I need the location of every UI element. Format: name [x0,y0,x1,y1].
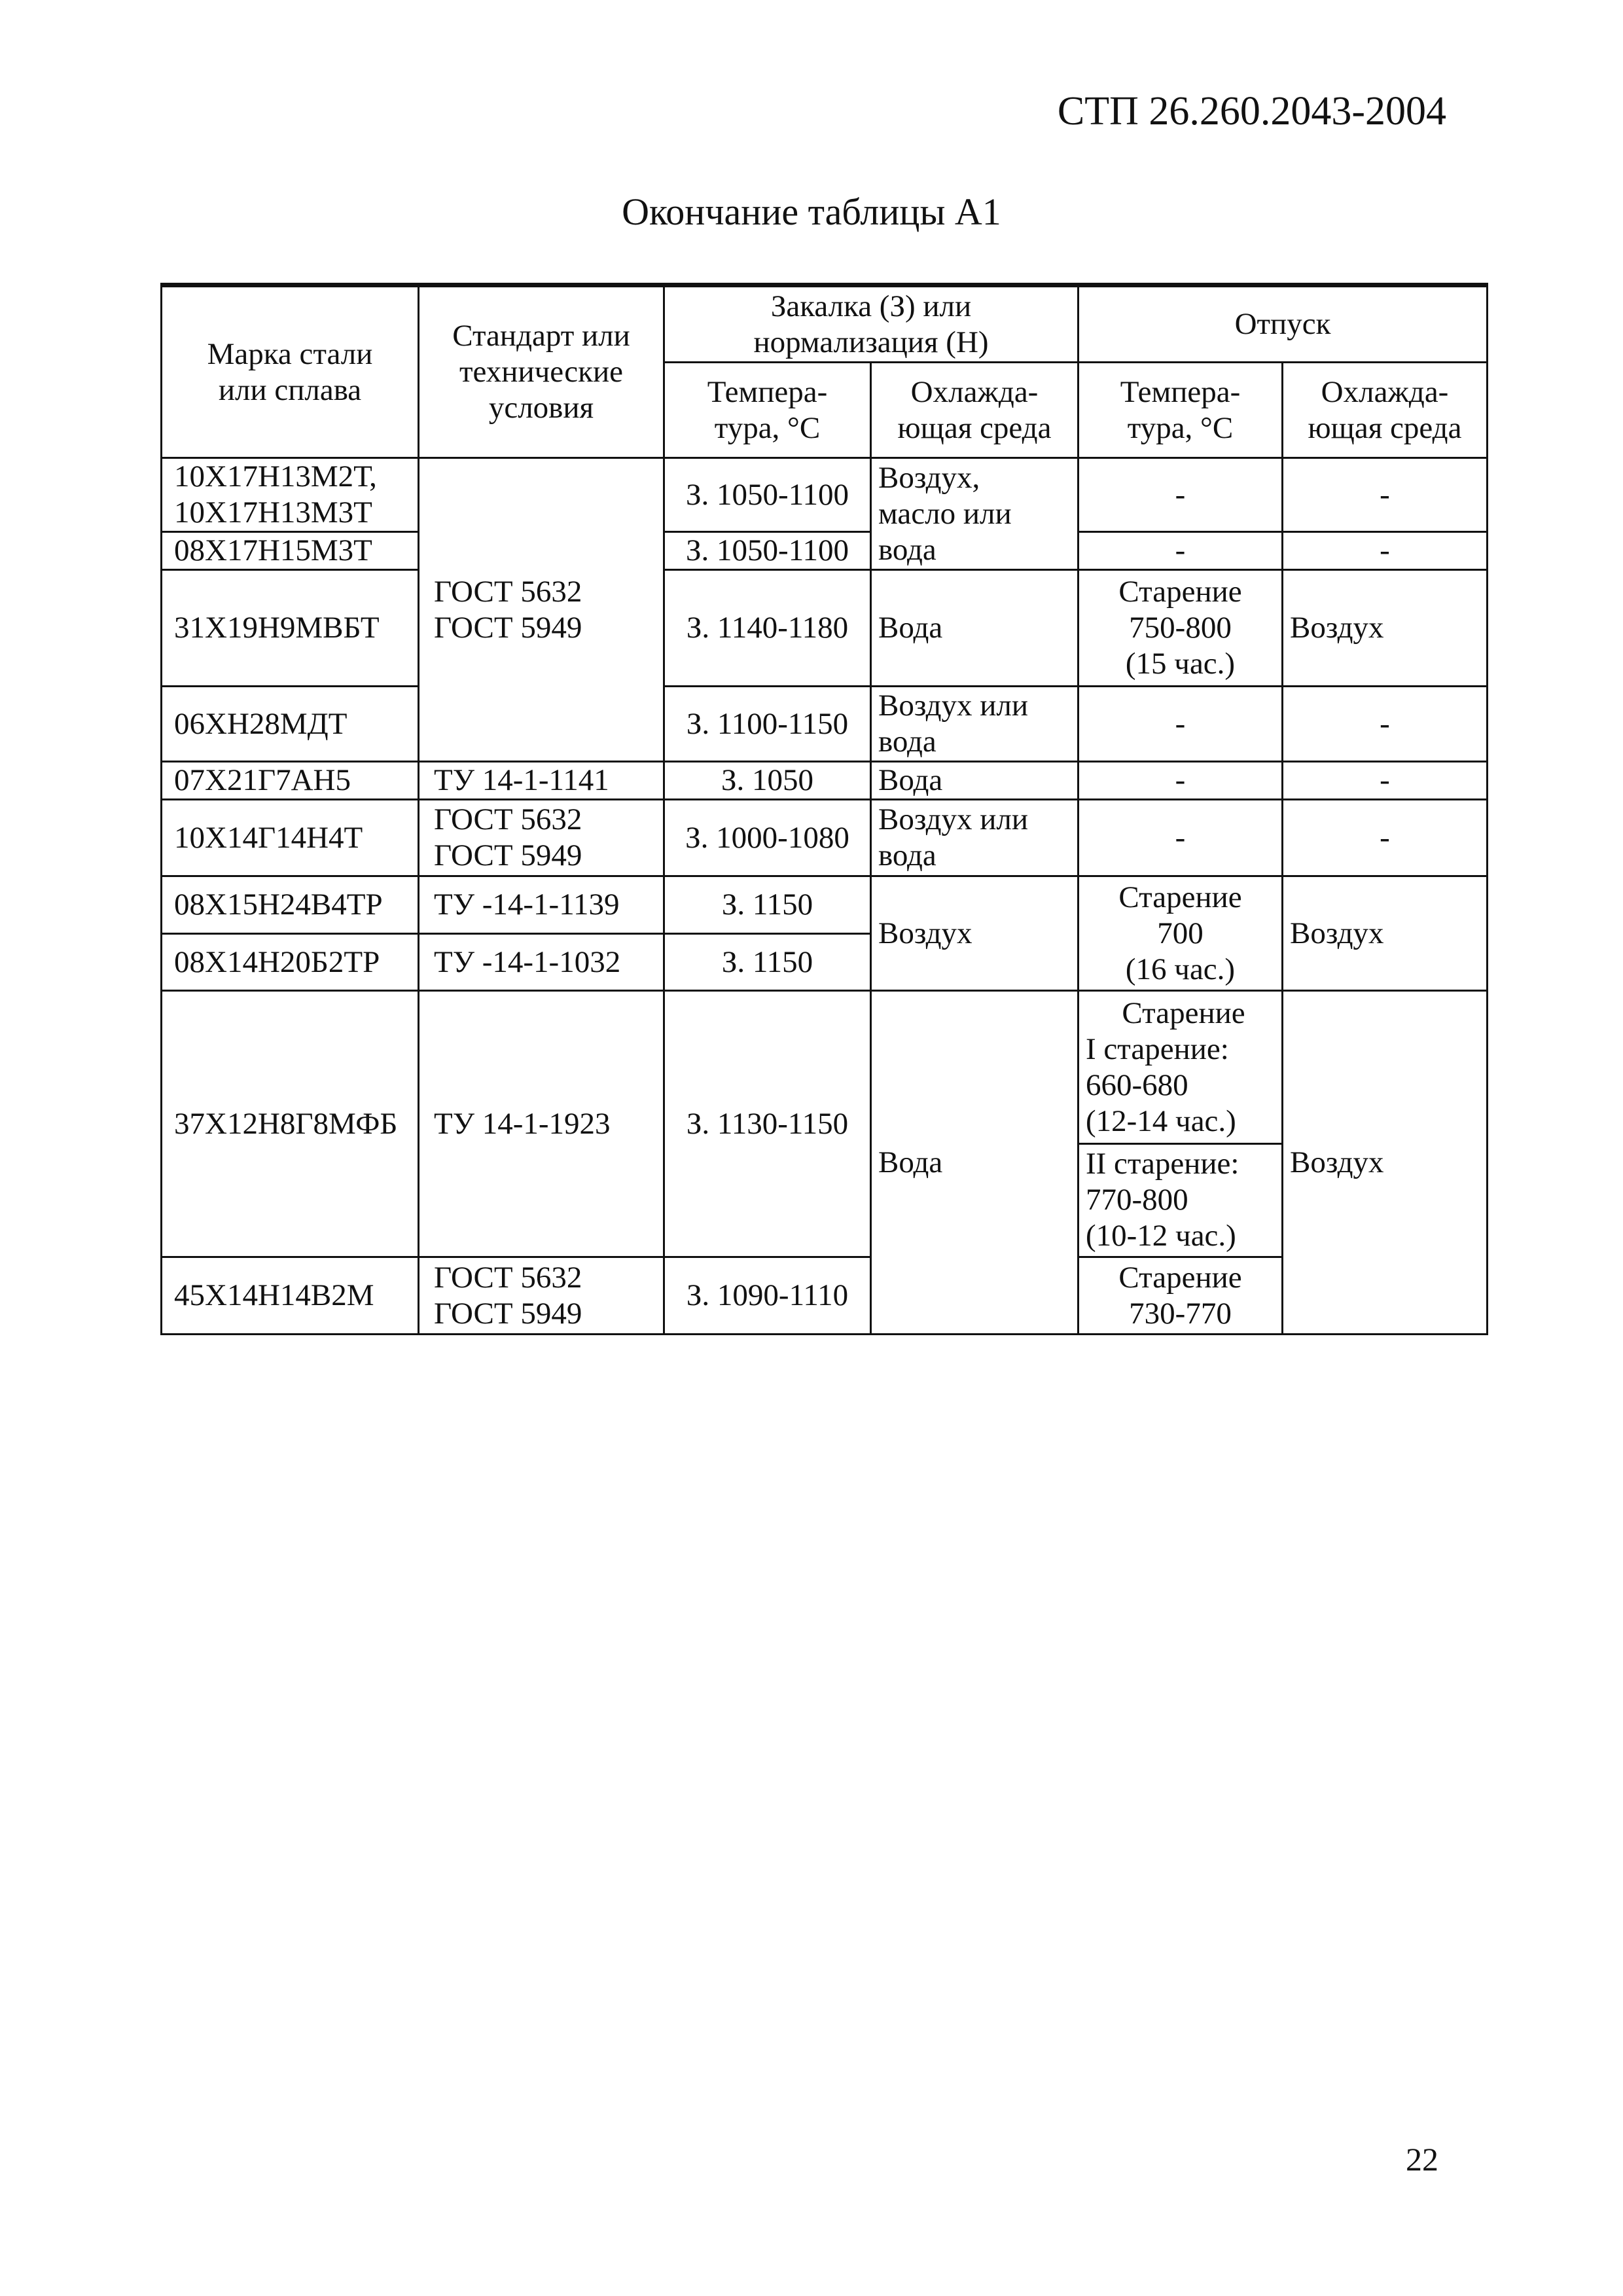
grade-cell: 08Х14Н20Б2ТР [162,934,419,991]
page-number: 22 [1406,2141,1438,2178]
grade-cell: 07Х21Г7АН5 [162,762,419,800]
quench-temp-cell: З. 1150 [664,934,871,991]
temper-medium-cell: Воздух [1283,570,1488,687]
grade-cell: 45Х14Н14В2М [162,1257,419,1335]
table-caption: Окончание таблицы А1 [622,190,1001,233]
table-row [162,687,1488,762]
temper-temp-cell: - [1079,762,1283,800]
grade-cell: 10Х14Г14Н4Т [162,800,419,876]
aging-stages: Старение I старение: 660-680 (12-14 час.) II старение: 770-800 (10-12 час.) [1079,992,1281,1256]
standard-cell: ТУ 14-1-1923 [419,991,664,1257]
temper-medium-cell: - [1283,458,1488,532]
header-standard: Стандарт или технические условия [419,285,664,458]
table-row [162,762,1488,800]
quench-temp-cell: З. 1050-1100 [664,532,871,570]
temper-temp-cell: Старение 700 (16 час.) [1079,876,1283,991]
standard-cell: ТУ 14-1-1141 [419,762,664,800]
header-quench-group: Закалка (З) или нормализация (Н) [664,285,1079,363]
header-quench-medium: Охлажда- ющая среда [871,363,1079,458]
quench-temp-cell: З. 1050 [664,762,871,800]
temper-temp-cell: - [1079,800,1283,876]
standard-cell-gost-group: ГОСТ 5632 ГОСТ 5949 [419,458,664,762]
quench-temp-cell: З. 1150 [664,876,871,934]
temper-temp-cell: Старение 730-770 [1079,1257,1283,1335]
temper-temp-cell [1079,991,1283,1257]
table-row [162,800,1488,876]
quench-medium-cell: Воздух или вода [871,800,1079,876]
quench-temp-cell: З. 1100-1150 [664,687,871,762]
temper-temp-cell: - [1079,532,1283,570]
quench-temp-cell: З. 1050-1100 [664,458,871,532]
grade-cell: 37Х12Н8Г8МФБ [162,991,419,1257]
quench-medium-cell: Воздух или вода [871,687,1079,762]
grade-cell: 10Х17Н13М2Т, 10Х17Н13М3Т [162,458,419,532]
temper-medium-cell: - [1283,532,1488,570]
table-row [162,991,1488,1257]
document-code: СТП 26.260.2043-2004 [1057,89,1446,134]
quench-temp-cell: З. 1090-1110 [664,1257,871,1335]
temper-temp-cell: Старение 750-800 (15 час.) [1079,570,1283,687]
grade-cell: 08Х15Н24В4ТР [162,876,419,934]
steel-heat-treatment-table [160,283,1488,1335]
temper-medium-cell: - [1283,687,1488,762]
quench-temp-cell: З. 1130-1150 [664,991,871,1257]
quench-medium-cell: Вода [871,762,1079,800]
header-grade: Марка стали или сплава [162,285,419,458]
table-row [162,532,1488,570]
grade-cell: 06ХН28МДТ [162,687,419,762]
temper-medium-cell: Воздух [1283,876,1488,991]
grade-cell: 08Х17Н15М3Т [162,532,419,570]
quench-medium-cell: Воздух, масло или вода [871,458,1079,570]
header-row-1 [162,285,1488,363]
temper-medium-cell: Воздух [1283,991,1488,1335]
standard-cell: ТУ -14-1-1032 [419,934,664,991]
table-row [162,570,1488,687]
header-temper-group: Отпуск [1079,285,1488,363]
standard-cell: ТУ -14-1-1139 [419,876,664,934]
standard-cell: ГОСТ 5632 ГОСТ 5949 [419,800,664,876]
header-temper-medium: Охлажда- ющая среда [1283,363,1488,458]
quench-medium-cell: Вода [871,991,1079,1335]
quench-temp-cell: З. 1000-1080 [664,800,871,876]
quench-medium-cell: Вода [871,570,1079,687]
header-quench-temp: Темпера- тура, °С [664,363,871,458]
table-row [162,876,1488,934]
quench-medium-cell: Воздух [871,876,1079,991]
header-temper-temp: Темпера- тура, °С [1079,363,1283,458]
temper-temp-cell: - [1079,458,1283,532]
table-row [162,458,1488,532]
standard-cell: ГОСТ 5632 ГОСТ 5949 [419,1257,664,1335]
temper-medium-cell: - [1283,800,1488,876]
temper-temp-cell: - [1079,687,1283,762]
temper-medium-cell: - [1283,762,1488,800]
quench-temp-cell: З. 1140-1180 [664,570,871,687]
grade-cell: 31Х19Н9МВБТ [162,570,419,687]
